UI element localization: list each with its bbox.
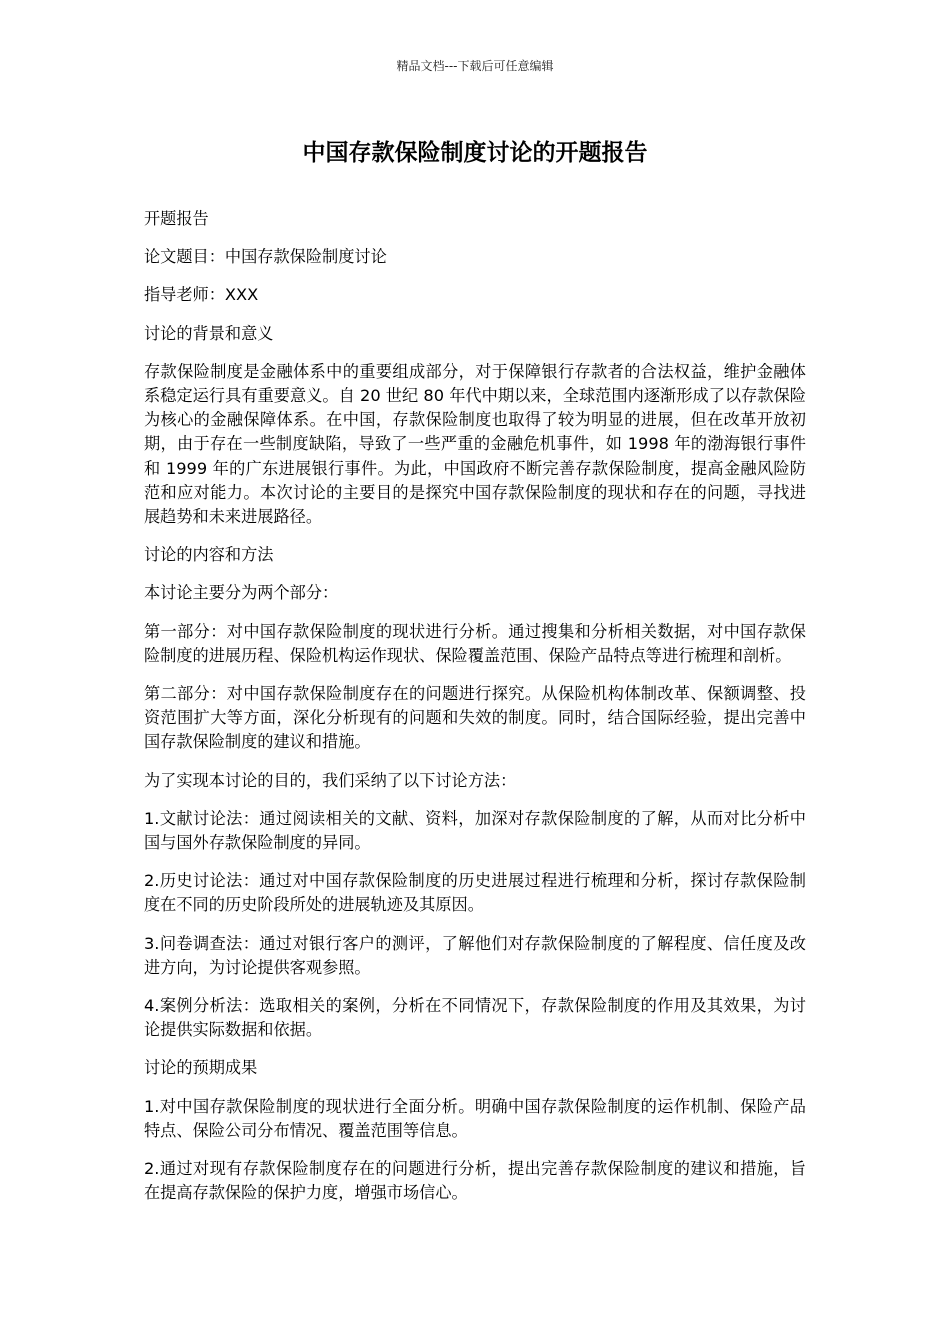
- section-heading-expected-results: 讨论的预期成果: [144, 1058, 258, 1078]
- section-heading-content-method: 讨论的内容和方法: [144, 545, 274, 565]
- method-case: 4.案例分析法：选取相关的案例，分析在不同情况下，存款保险制度的作用及其效果，为讨论提供实际数据和依据。: [144, 996, 806, 1040]
- section-heading-background: 讨论的背景和意义: [144, 323, 274, 343]
- thesis-title-line: 论文题目：中国存款保险制度讨论: [144, 247, 387, 267]
- header-note: 精品文档---下载后可任意编辑: [396, 59, 554, 73]
- part-one-paragraph: 第一部分：对中国存款保险制度的现状进行分析。通过搜集和分析相关数据，对中国存款保险制度的进展历程、保险机构运作现状、保险覆盖范围、保险产品特点等进行梳理和剖析。: [144, 621, 806, 665]
- label-report: 开题报告: [144, 209, 209, 228]
- document-title: 中国存款保险制度讨论的开题报告: [302, 140, 648, 166]
- advisor-line: 指导老师：XXX: [144, 285, 259, 305]
- background-paragraph: 存款保险制度是金融体系中的重要组成部分，对于保障银行存款者的合法权益，维护金融体系稳定运行具有重要意义。自 20 世纪 80 年代中期以来，全球范围内逐渐形成了以存款保险为核心的金融保障体系。在中国，存款保险制度也取得了较为明显的进展，但在改革开放初期，由于存在一些制度缺陷，导致了一些严重的金融危机事件，如 1998 年的渤海银行事件和 1999 年的广东进展银行事件。为此，中国政府不断完善存款保险制度，提高金融风险防范和应对能力。本次讨论的主要目的是探究中国存款保险制度的现状和存在的问题，寻找进展趋势和未来进展路径。: [144, 361, 806, 527]
- method-survey: 3.问卷调查法：通过对银行客户的测评，了解他们对存款保险制度的了解程度、信任度及改进方向，为讨论提供客观参照。: [144, 933, 806, 977]
- result-two: 2.通过对现有存款保险制度存在的问题进行分析，提出完善存款保险制度的建议和措施，旨在提高存款保险的保护力度，增强市场信心。: [144, 1159, 806, 1203]
- method-literature: 1.文献讨论法：通过阅读相关的文献、资料，加深对存款保险制度的了解，从而对比分析中国与国外存款保险制度的异同。: [144, 808, 806, 853]
- parts-intro: 本讨论主要分为两个部分：: [144, 583, 339, 603]
- result-one: 1.对中国存款保险制度的现状进行全面分析。明确中国存款保险制度的运作机制、保险产品特点、保险公司分布情况、覆盖范围等信息。: [144, 1096, 806, 1140]
- document-body: [144, 207, 806, 1220]
- method-history: 2.历史讨论法：通过对中国存款保险制度的历史进展过程进行梳理和分析，探讨存款保险制度在不同的历史阶段所处的进展轨迹及其原因。: [144, 871, 806, 915]
- methods-intro: 为了实现本讨论的目的，我们采纳了以下讨论方法：: [144, 770, 517, 790]
- part-two-paragraph: 第二部分：对中国存款保险制度存在的问题进行探究。从保险机构体制改革、保额调整、投资范围扩大等方面，深化分析现有的问题和失效的制度。同时，结合国际经验，提出完善中国存款保险制度的建议和措施。: [144, 684, 806, 752]
